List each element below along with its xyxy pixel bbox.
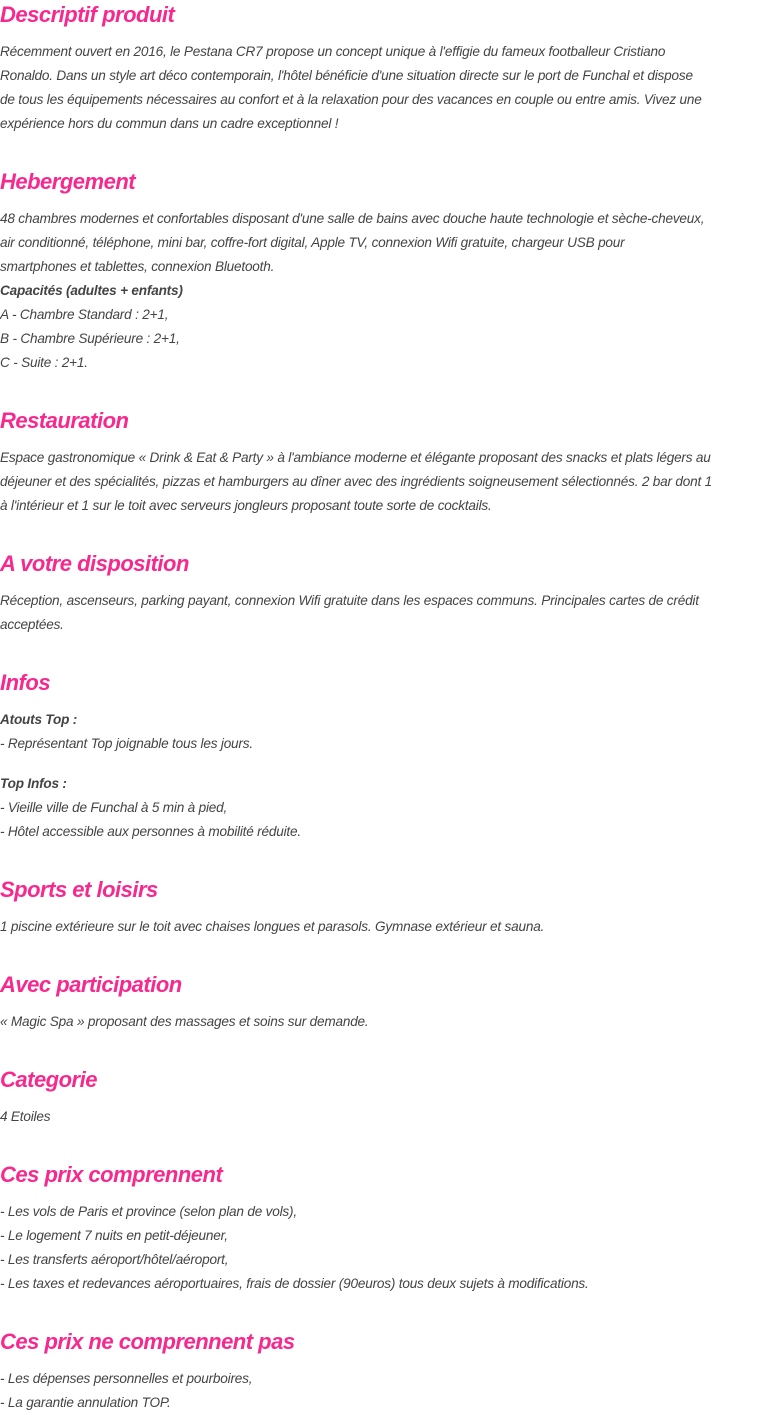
body-text-line: déjeuner et des spécialités, pizzas et hamburgers au dîner avec des ingrédients soigneusement sélectionnés. 2 bar dont 1 (0, 474, 713, 489)
text-block (0, 40, 758, 136)
section-heading: Ces prix ne comprennent pas (0, 1329, 295, 1354)
subheading-text: Capacités (adultes + enfants) (0, 283, 183, 298)
text-block (0, 708, 758, 756)
text-block (0, 915, 758, 939)
text-block (0, 772, 758, 844)
text-block (0, 589, 758, 637)
subheading-text: Atouts Top : (0, 712, 78, 727)
section-heading: Hebergement (0, 169, 136, 194)
section-restauration (0, 406, 758, 518)
text-block (0, 1105, 758, 1129)
section-ces-prix-ne-comprennent-pas (0, 1327, 758, 1415)
text-block (0, 1010, 758, 1034)
body-text-line: Espace gastronomique « Drink & Eat & Party » à l'ambiance moderne et élégante proposant des snacks et plats légers au (0, 450, 711, 465)
section-heading: Sports et loisirs (0, 877, 158, 902)
body-text-line: de tous les équipements nécessaires au confort et à la relaxation pour des vacances en couple ou entre amis. Vivez une (0, 92, 702, 107)
body-text-line: - Les dépenses personnelles et pourboires, (0, 1371, 253, 1386)
section-infos (0, 668, 758, 844)
section-heading: Categorie (0, 1067, 97, 1092)
section-heading: Ces prix comprennent (0, 1162, 223, 1187)
body-text-line: 48 chambres modernes et confortables disposant d'une salle de bains avec douche haute technologie et sèche-cheveux, (0, 211, 705, 226)
body-text-line: A - Chambre Standard : 2+1, (0, 307, 169, 322)
section-heading: Infos (0, 670, 51, 695)
body-text-line: acceptées. (0, 617, 64, 632)
section-categorie (0, 1065, 758, 1129)
section-sports-et-loisirs (0, 875, 758, 939)
section-descriptif-produit (0, 0, 758, 136)
subheading-text: Top Infos : (0, 776, 67, 791)
section-heading: Avec participation (0, 972, 182, 997)
section-hebergement (0, 167, 758, 375)
body-text-line: Ronaldo. Dans un style art déco contemporain, l'hôtel bénéficie d'une situation directe sur le port de Funchal et dispose (0, 68, 693, 83)
body-text-line: Récemment ouvert en 2016, le Pestana CR7 propose un concept unique à l'effigie du fameux footballeur Cristiano (0, 44, 666, 59)
body-text-line: - Le logement 7 nuits en petit-déjeuner, (0, 1228, 228, 1243)
text-block (0, 207, 758, 375)
section-ces-prix-comprennent (0, 1160, 758, 1296)
body-text-line: - Vieille ville de Funchal à 5 min à pied, (0, 800, 228, 815)
body-text-line: smartphones et tablettes, connexion Bluetooth. (0, 259, 275, 274)
text-block (0, 1200, 758, 1296)
body-text-line: - La garantie annulation TOP. (0, 1395, 171, 1410)
body-text-line: expérience hors du commun dans un cadre exceptionnel ! (0, 116, 339, 131)
section-avec-participation (0, 970, 758, 1034)
body-text-line: « Magic Spa » proposant des massages et soins sur demande. (0, 1014, 369, 1029)
section-heading: Restauration (0, 408, 129, 433)
section-a-votre-disposition (0, 549, 758, 637)
body-text-line: C - Suite : 2+1. (0, 355, 88, 370)
body-text-line: - Les transferts aéroport/hôtel/aéroport, (0, 1252, 229, 1267)
body-text-line: B - Chambre Supérieure : 2+1, (0, 331, 180, 346)
body-text-line: - Les taxes et redevances aéroportuaires, frais de dossier (90euros) tous deux sujets à modifications. (0, 1276, 589, 1291)
text-block (0, 446, 758, 518)
body-text-line: - Représentant Top joignable tous les jours. (0, 736, 253, 751)
section-heading: Descriptif produit (0, 2, 175, 27)
body-text-line: - Les vols de Paris et province (selon plan de vols), (0, 1204, 297, 1219)
body-text-line: 4 Etoiles (0, 1109, 51, 1124)
body-text-line: à l'intérieur et 1 sur le toit avec serveurs jongleurs proposant toute sorte de cocktails. (0, 498, 492, 513)
body-text-line: 1 piscine extérieure sur le toit avec chaises longues et parasols. Gymnase extérieur et sauna. (0, 919, 545, 934)
text-block (0, 1367, 758, 1415)
body-text-line: air conditionné, téléphone, mini bar, coffre-fort digital, Apple TV, connexion Wifi gratuite, chargeur USB pour (0, 235, 625, 250)
body-text-line: - Hôtel accessible aux personnes à mobilité réduite. (0, 824, 301, 839)
section-heading: A votre disposition (0, 551, 189, 576)
body-text-line: Réception, ascenseurs, parking payant, connexion Wifi gratuite dans les espaces communs. Principales cartes de crédit (0, 593, 699, 608)
